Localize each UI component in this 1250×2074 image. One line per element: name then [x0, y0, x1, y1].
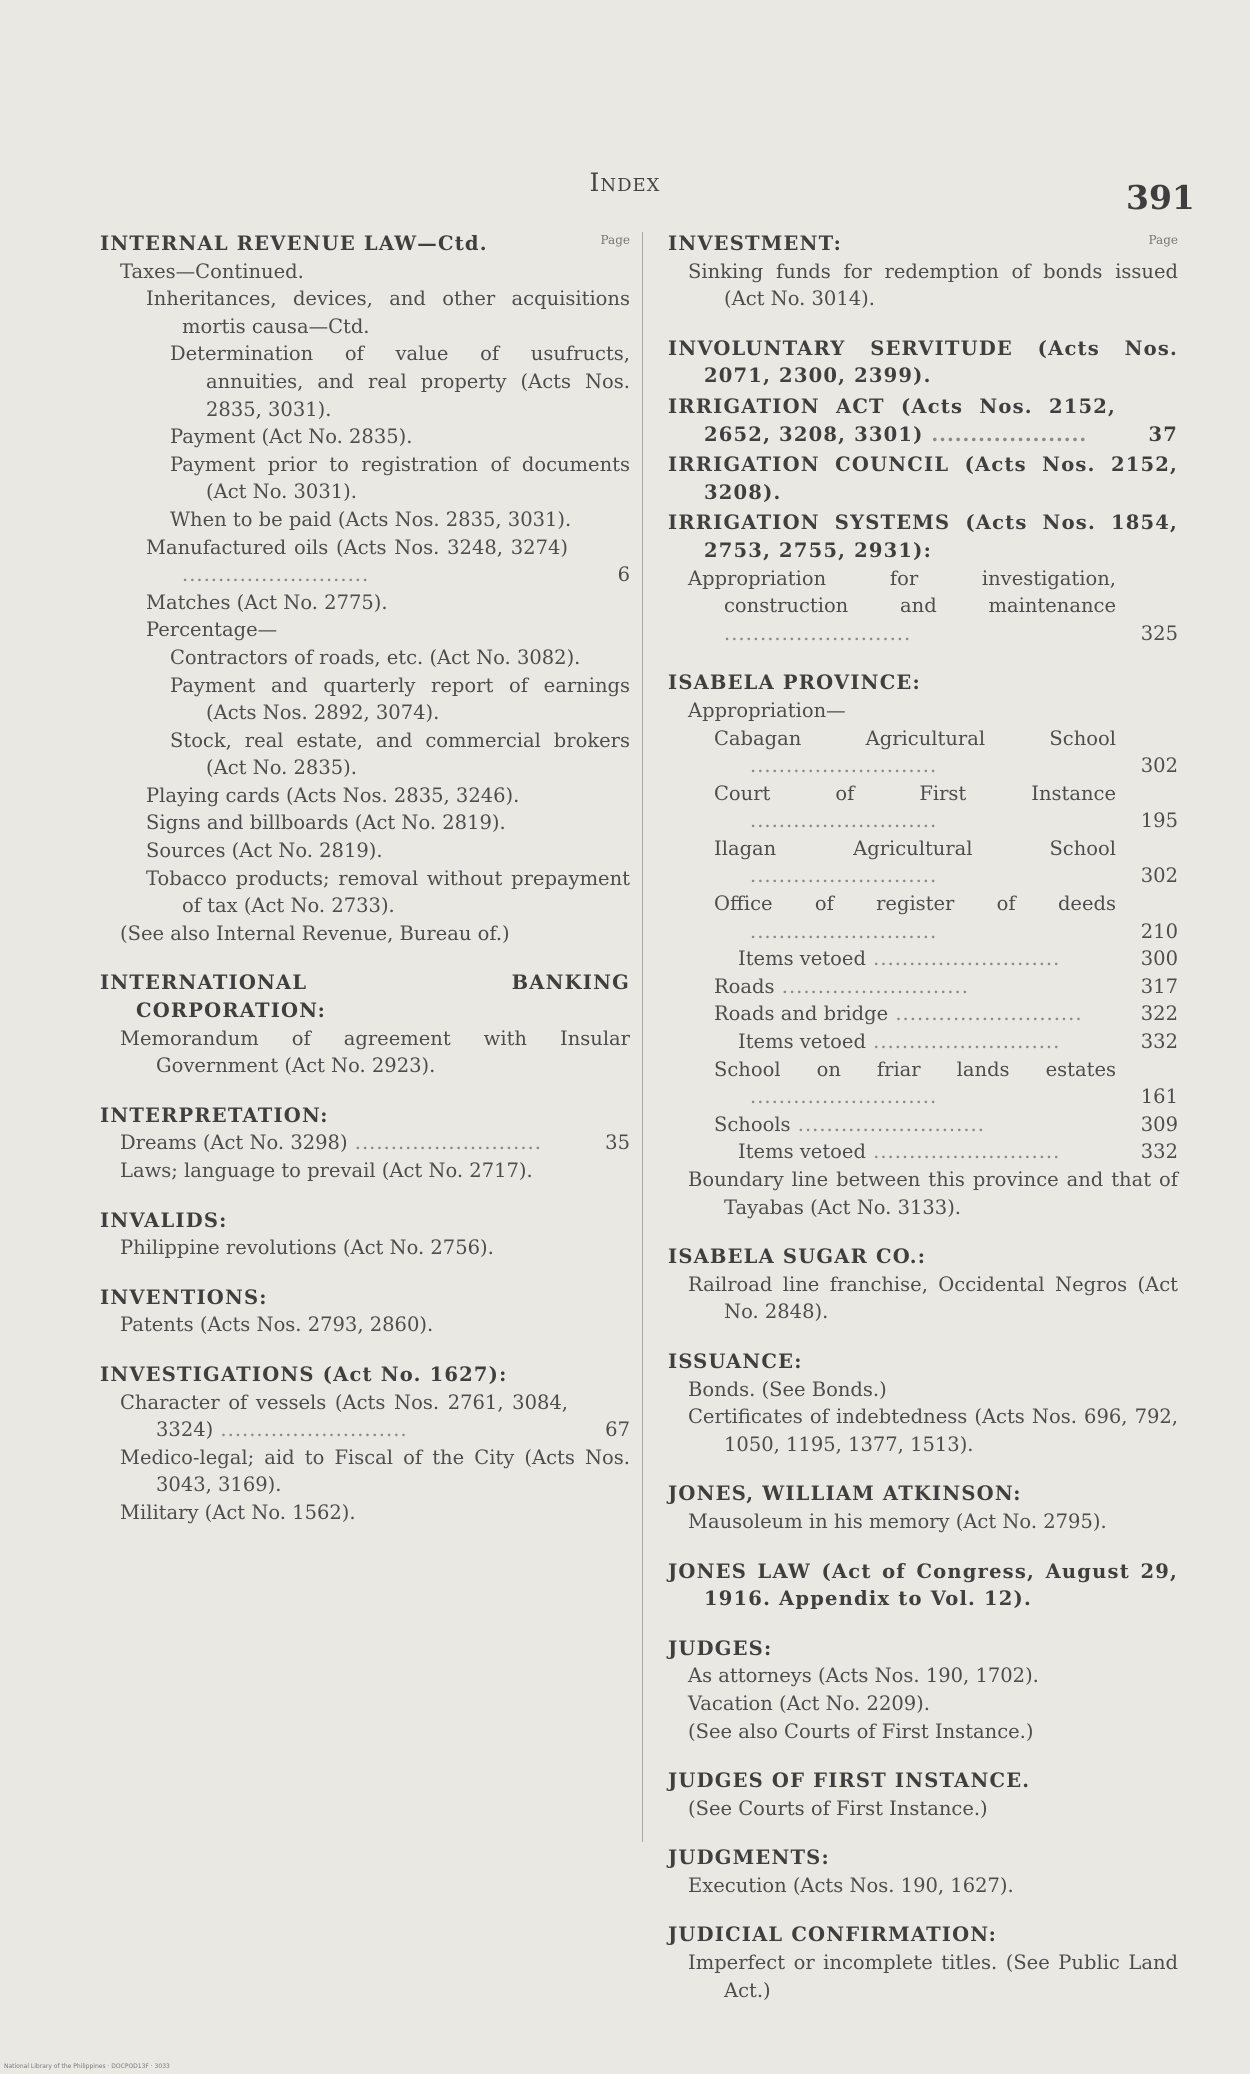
subentry-text: Items vetoed — [738, 1030, 866, 1054]
page-reference: 195 — [1140, 809, 1178, 833]
subentry-text: Manufactured oils (Acts Nos. 3248, 3274) — [146, 535, 568, 559]
page-reference: 37 — [1148, 422, 1178, 446]
subentry — [668, 1872, 1178, 1900]
leader-dots: .......................... — [724, 621, 912, 645]
subentry — [668, 780, 1178, 835]
index-entry — [668, 1635, 1178, 1745]
entry-heading — [100, 969, 630, 1024]
page-reference: 322 — [1140, 1002, 1178, 1026]
page-reference: 317 — [1140, 974, 1178, 998]
index-entry — [668, 1243, 1178, 1326]
subentry — [100, 451, 630, 506]
subentry-text: Schools — [714, 1112, 791, 1136]
page-reference: 325 — [1140, 621, 1178, 645]
subentry — [100, 1025, 630, 1080]
index-entry — [668, 1480, 1178, 1535]
index-entry — [668, 1767, 1178, 1822]
entry-heading-text: INTERNAL REVENUE LAW—Ctd. — [100, 232, 488, 255]
subentry-text: Railroad line franchise, Occidental Negros (Act No. 2848). — [688, 1272, 1178, 1324]
subentry — [668, 1271, 1178, 1326]
subentry-text: Vacation (Act No. 2209). — [688, 1691, 930, 1715]
scan-footer: National Library of the Philippines · DOCPOD13F · 3033 — [4, 2063, 170, 2070]
page-reference: 309 — [1140, 1112, 1178, 1136]
subentry — [668, 1949, 1178, 2004]
subentry — [668, 1000, 1178, 1028]
entry-heading — [668, 1635, 1178, 1663]
subentry-text: Memorandum of agreement with Insular Government (Act No. 2923). — [120, 1026, 630, 1078]
subentry — [100, 534, 630, 589]
subentry — [668, 973, 1178, 1001]
entry-heading-text: INVOLUNTARY SERVITUDE (Acts Nos. 2071, 2300, 2399). — [668, 336, 1178, 388]
subentry-text: Sinking funds for redemption of bonds issued (Act No. 3014). — [688, 259, 1178, 311]
subentry — [668, 1111, 1178, 1139]
subentry — [100, 837, 630, 865]
entry-heading-text: INTERPRETATION: — [100, 1103, 329, 1127]
subentry-text: Character of vessels (Acts Nos. 2761, 3084, 3324) — [120, 1390, 568, 1442]
subentry — [100, 423, 630, 451]
subentry-text: Mausoleum in his memory (Act No. 2795). — [688, 1509, 1107, 1533]
subentry-text: Appropriation for investigation, construction and maintenance — [688, 566, 1116, 618]
entry-heading — [668, 451, 1178, 506]
subentry — [100, 865, 630, 920]
subentry-text: Patents (Acts Nos. 2793, 2860). — [120, 1313, 434, 1337]
subentry-text: When to be paid (Acts Nos. 2835, 3031). — [170, 507, 572, 531]
entry-heading-text: ISABELA SUGAR CO.: — [668, 1245, 927, 1269]
subentry-text: As attorneys (Acts Nos. 190, 1702). — [688, 1664, 1039, 1688]
entry-heading-text: IRRIGATION COUNCIL (Acts Nos. 2152, 3208). — [668, 453, 1178, 504]
index-entry — [668, 1921, 1178, 2004]
subentry — [668, 697, 1178, 725]
entry-heading-text: INVALIDS: — [100, 1208, 228, 1232]
page-reference: 332 — [1140, 1030, 1178, 1054]
subentry — [668, 1508, 1178, 1536]
subentry-text: Imperfect or incomplete titles. (See Public Land Act.) — [688, 1951, 1178, 2002]
entry-heading — [668, 335, 1178, 390]
left-column — [100, 230, 630, 1527]
subentry-text: Roads — [714, 974, 775, 998]
page-reference: 302 — [1140, 864, 1178, 888]
subentry — [668, 945, 1178, 973]
entry-heading-text: JUDGES: — [668, 1636, 773, 1660]
subentry-text: Inheritances, devices, and other acquisitions mortis causa—Ctd. — [146, 287, 630, 338]
subentry — [100, 809, 630, 837]
subentry-text: Matches (Act No. 2775). — [146, 590, 388, 614]
leader-dots: .................... — [923, 422, 1088, 446]
page-reference: 67 — [605, 1418, 630, 1442]
entry-heading — [668, 1921, 1178, 1949]
subentry-text: Ilagan Agricultural School — [714, 836, 1116, 860]
index-entry — [100, 1102, 630, 1185]
leader-dots: .......................... — [750, 919, 938, 943]
subentry-text: Boundary line between this province and that of Tayabas (Act No. 3133). — [688, 1168, 1178, 1219]
entry-heading — [668, 509, 1178, 564]
subentry-text: Military (Act No. 1562). — [120, 1500, 356, 1524]
subentry-text: (See also Courts of First Instance.) — [688, 1719, 1034, 1743]
entry-heading — [668, 1243, 1178, 1271]
leader-dots: .......................... — [750, 809, 938, 833]
subentry — [100, 1311, 630, 1339]
subentry — [668, 1056, 1178, 1111]
index-entry — [668, 1348, 1178, 1458]
entry-heading — [100, 230, 630, 258]
page-reference: 6 — [617, 563, 630, 587]
subentry — [668, 1718, 1178, 1746]
index-entry — [668, 669, 1178, 1221]
index-entry — [100, 1207, 630, 1262]
subentry-text: Stock, real estate, and commercial brokers (Act No. 2835). — [170, 728, 630, 780]
subentry — [668, 725, 1178, 780]
subentry-text: Playing cards (Acts Nos. 2835, 3246). — [146, 783, 520, 807]
page-reference: 35 — [605, 1131, 630, 1155]
entry-heading — [100, 1361, 630, 1389]
subentry-text: Appropriation— — [688, 698, 846, 722]
subentry-text: Court of First Instance — [714, 781, 1116, 805]
entry-heading-text: INVESTIGATIONS (Act No. 1627): — [100, 1362, 508, 1386]
subentry-text: Certificates of indebtedness (Acts Nos. 696, 792, 1050, 1195, 1377, 1513). — [688, 1405, 1178, 1456]
subentry — [100, 340, 630, 423]
subentry-text: Roads and bridge — [714, 1002, 889, 1026]
subentry — [100, 1129, 630, 1157]
leader-dots: .......................... — [347, 1131, 542, 1155]
leader-dots: .......................... — [888, 1002, 1083, 1026]
subentry-text: Items vetoed — [738, 947, 866, 971]
subentry-text: Cabagan Agricultural School — [714, 726, 1116, 750]
index-entry — [100, 1361, 630, 1527]
leader-dots: .......................... — [750, 1085, 938, 1109]
leader-dots: .......................... — [865, 1030, 1061, 1054]
subentry — [100, 644, 630, 672]
subentry — [668, 1028, 1178, 1056]
subentry — [668, 1662, 1178, 1690]
entry-heading-text: INTERNATIONAL BANKING CORPORATION: — [100, 971, 630, 1023]
column-divider — [642, 232, 643, 1842]
index-entry — [100, 969, 630, 1079]
page-reference: 302 — [1140, 754, 1178, 778]
page-reference: 300 — [1140, 947, 1178, 971]
index-entry — [668, 230, 1178, 313]
entry-heading-text: ISSUANCE: — [668, 1349, 803, 1373]
subentry — [668, 258, 1178, 313]
entry-heading — [100, 1207, 630, 1235]
entry-heading — [668, 230, 1178, 258]
index-entry — [668, 1844, 1178, 1899]
entry-heading — [668, 1767, 1178, 1795]
subentry-text: Tobacco products; removal without prepayment of tax (Act No. 2733). — [146, 866, 630, 918]
index-entry — [100, 230, 630, 947]
subentry — [100, 782, 630, 810]
subentry-text: Items vetoed — [738, 1140, 866, 1164]
subentry-text: Taxes—Continued. — [120, 259, 304, 283]
index-entry — [668, 393, 1178, 448]
entry-heading — [668, 1480, 1178, 1508]
subentry — [668, 835, 1178, 890]
index-entry — [668, 1558, 1178, 1613]
subentry — [100, 1499, 630, 1527]
subentry-text: Medico-legal; aid to Fiscal of the City (Acts Nos. 3043, 3169). — [120, 1445, 630, 1497]
index-entry — [100, 1284, 630, 1339]
subentry-text: (See Courts of First Instance.) — [688, 1796, 988, 1820]
entry-heading — [668, 1558, 1178, 1613]
leader-dots: .......................... — [865, 947, 1061, 971]
subentry-text: Payment and quarterly report of earnings (Acts Nos. 2892, 3074). — [170, 673, 630, 725]
subentry — [100, 616, 630, 644]
entry-heading-text: JUDICIAL CONFIRMATION: — [668, 1923, 998, 1947]
subentry — [100, 589, 630, 617]
subentry — [100, 506, 630, 534]
running-head: Index — [589, 168, 661, 197]
subentry — [100, 285, 630, 340]
index-entry — [668, 509, 1178, 647]
entry-heading-text: JUDGMENTS: — [668, 1846, 830, 1870]
entry-heading-text: JONES, WILLIAM ATKINSON: — [668, 1482, 1022, 1506]
subentry-text: Signs and billboards (Act No. 2819). — [146, 811, 506, 835]
right-column — [668, 230, 1178, 2004]
entry-heading — [668, 393, 1178, 448]
leader-dots: .......................... — [790, 1112, 985, 1136]
subentry — [668, 1166, 1178, 1221]
subentry — [100, 1389, 630, 1444]
leader-dots: .......................... — [213, 1418, 408, 1442]
subentry-text: Execution (Acts Nos. 190, 1627). — [688, 1873, 1014, 1897]
page-column-label: Page — [600, 233, 630, 247]
subentry — [668, 1403, 1178, 1458]
subentry-text: Philippine revolutions (Act No. 2756). — [120, 1236, 494, 1260]
page-reference: 332 — [1140, 1140, 1178, 1164]
subentry-text: Laws; language to prevail (Act No. 2717). — [120, 1159, 533, 1182]
subentry-text: Sources (Act No. 2819). — [146, 839, 383, 863]
entry-heading — [668, 669, 1178, 697]
subentry — [100, 1444, 630, 1499]
subentry-text: Contractors of roads, etc. (Act No. 3082). — [170, 645, 581, 669]
subentry — [668, 1138, 1178, 1166]
page-column-label: Page — [1148, 233, 1178, 247]
subentry-text: Payment prior to registration of documents (Act No. 3031). — [170, 452, 630, 504]
subentry — [100, 1157, 630, 1185]
page-number: 391 — [1126, 178, 1195, 217]
entry-heading-text: JONES LAW (Act of Congress, August 29, 1916. Appendix to Vol. 12). — [668, 1559, 1178, 1611]
subentry — [668, 1690, 1178, 1718]
subentry-text: Office of register of deeds — [714, 892, 1116, 916]
subentry — [100, 672, 630, 727]
subentry-text: Bonds. (See Bonds.) — [688, 1377, 887, 1401]
subentry — [100, 1234, 630, 1262]
subentry — [668, 1376, 1178, 1404]
entry-heading — [100, 1102, 630, 1130]
leader-dots: .......................... — [774, 974, 969, 998]
subentry — [100, 258, 630, 286]
subentry — [668, 565, 1178, 648]
entry-heading — [100, 1284, 630, 1312]
subentry-text: Percentage— — [146, 618, 278, 642]
leader-dots: .......................... — [182, 563, 370, 587]
entry-heading-text: JUDGES OF FIRST INSTANCE. — [668, 1769, 1031, 1793]
entry-heading-text: INVESTMENT: — [668, 232, 843, 255]
subentry — [100, 920, 630, 948]
leader-dots: .......................... — [865, 1140, 1061, 1164]
entry-heading — [668, 1844, 1178, 1872]
subentry — [668, 890, 1178, 945]
entry-heading-text: INVENTIONS: — [100, 1285, 268, 1309]
entry-heading — [668, 1348, 1178, 1376]
entry-heading-text: IRRIGATION SYSTEMS (Acts Nos. 1854, 2753, 2755, 2931): — [668, 511, 1178, 562]
subentry-text: (See also Internal Revenue, Bureau of.) — [120, 921, 510, 945]
leader-dots: .......................... — [750, 864, 938, 888]
subentry-text: Payment (Act No. 2835). — [170, 425, 413, 449]
leader-dots: .......................... — [750, 754, 938, 778]
subentry — [100, 727, 630, 782]
page-reference: 161 — [1140, 1085, 1178, 1109]
entry-heading-text: ISABELA PROVINCE: — [668, 671, 921, 695]
index-entry — [668, 335, 1178, 390]
subentry-text: Dreams (Act No. 3298) — [120, 1131, 348, 1155]
subentry — [668, 1795, 1178, 1823]
subentry-text: School on friar lands estates — [714, 1057, 1116, 1081]
entry-heading-text: IRRIGATION ACT (Acts Nos. 2152, 2652, 3208, 3301) — [668, 394, 1116, 446]
page-reference: 210 — [1140, 919, 1178, 943]
subentry-text: Determination of value of usufructs, annuities, and real property (Acts Nos. 2835, 3031). — [170, 342, 630, 421]
index-entry — [668, 451, 1178, 506]
